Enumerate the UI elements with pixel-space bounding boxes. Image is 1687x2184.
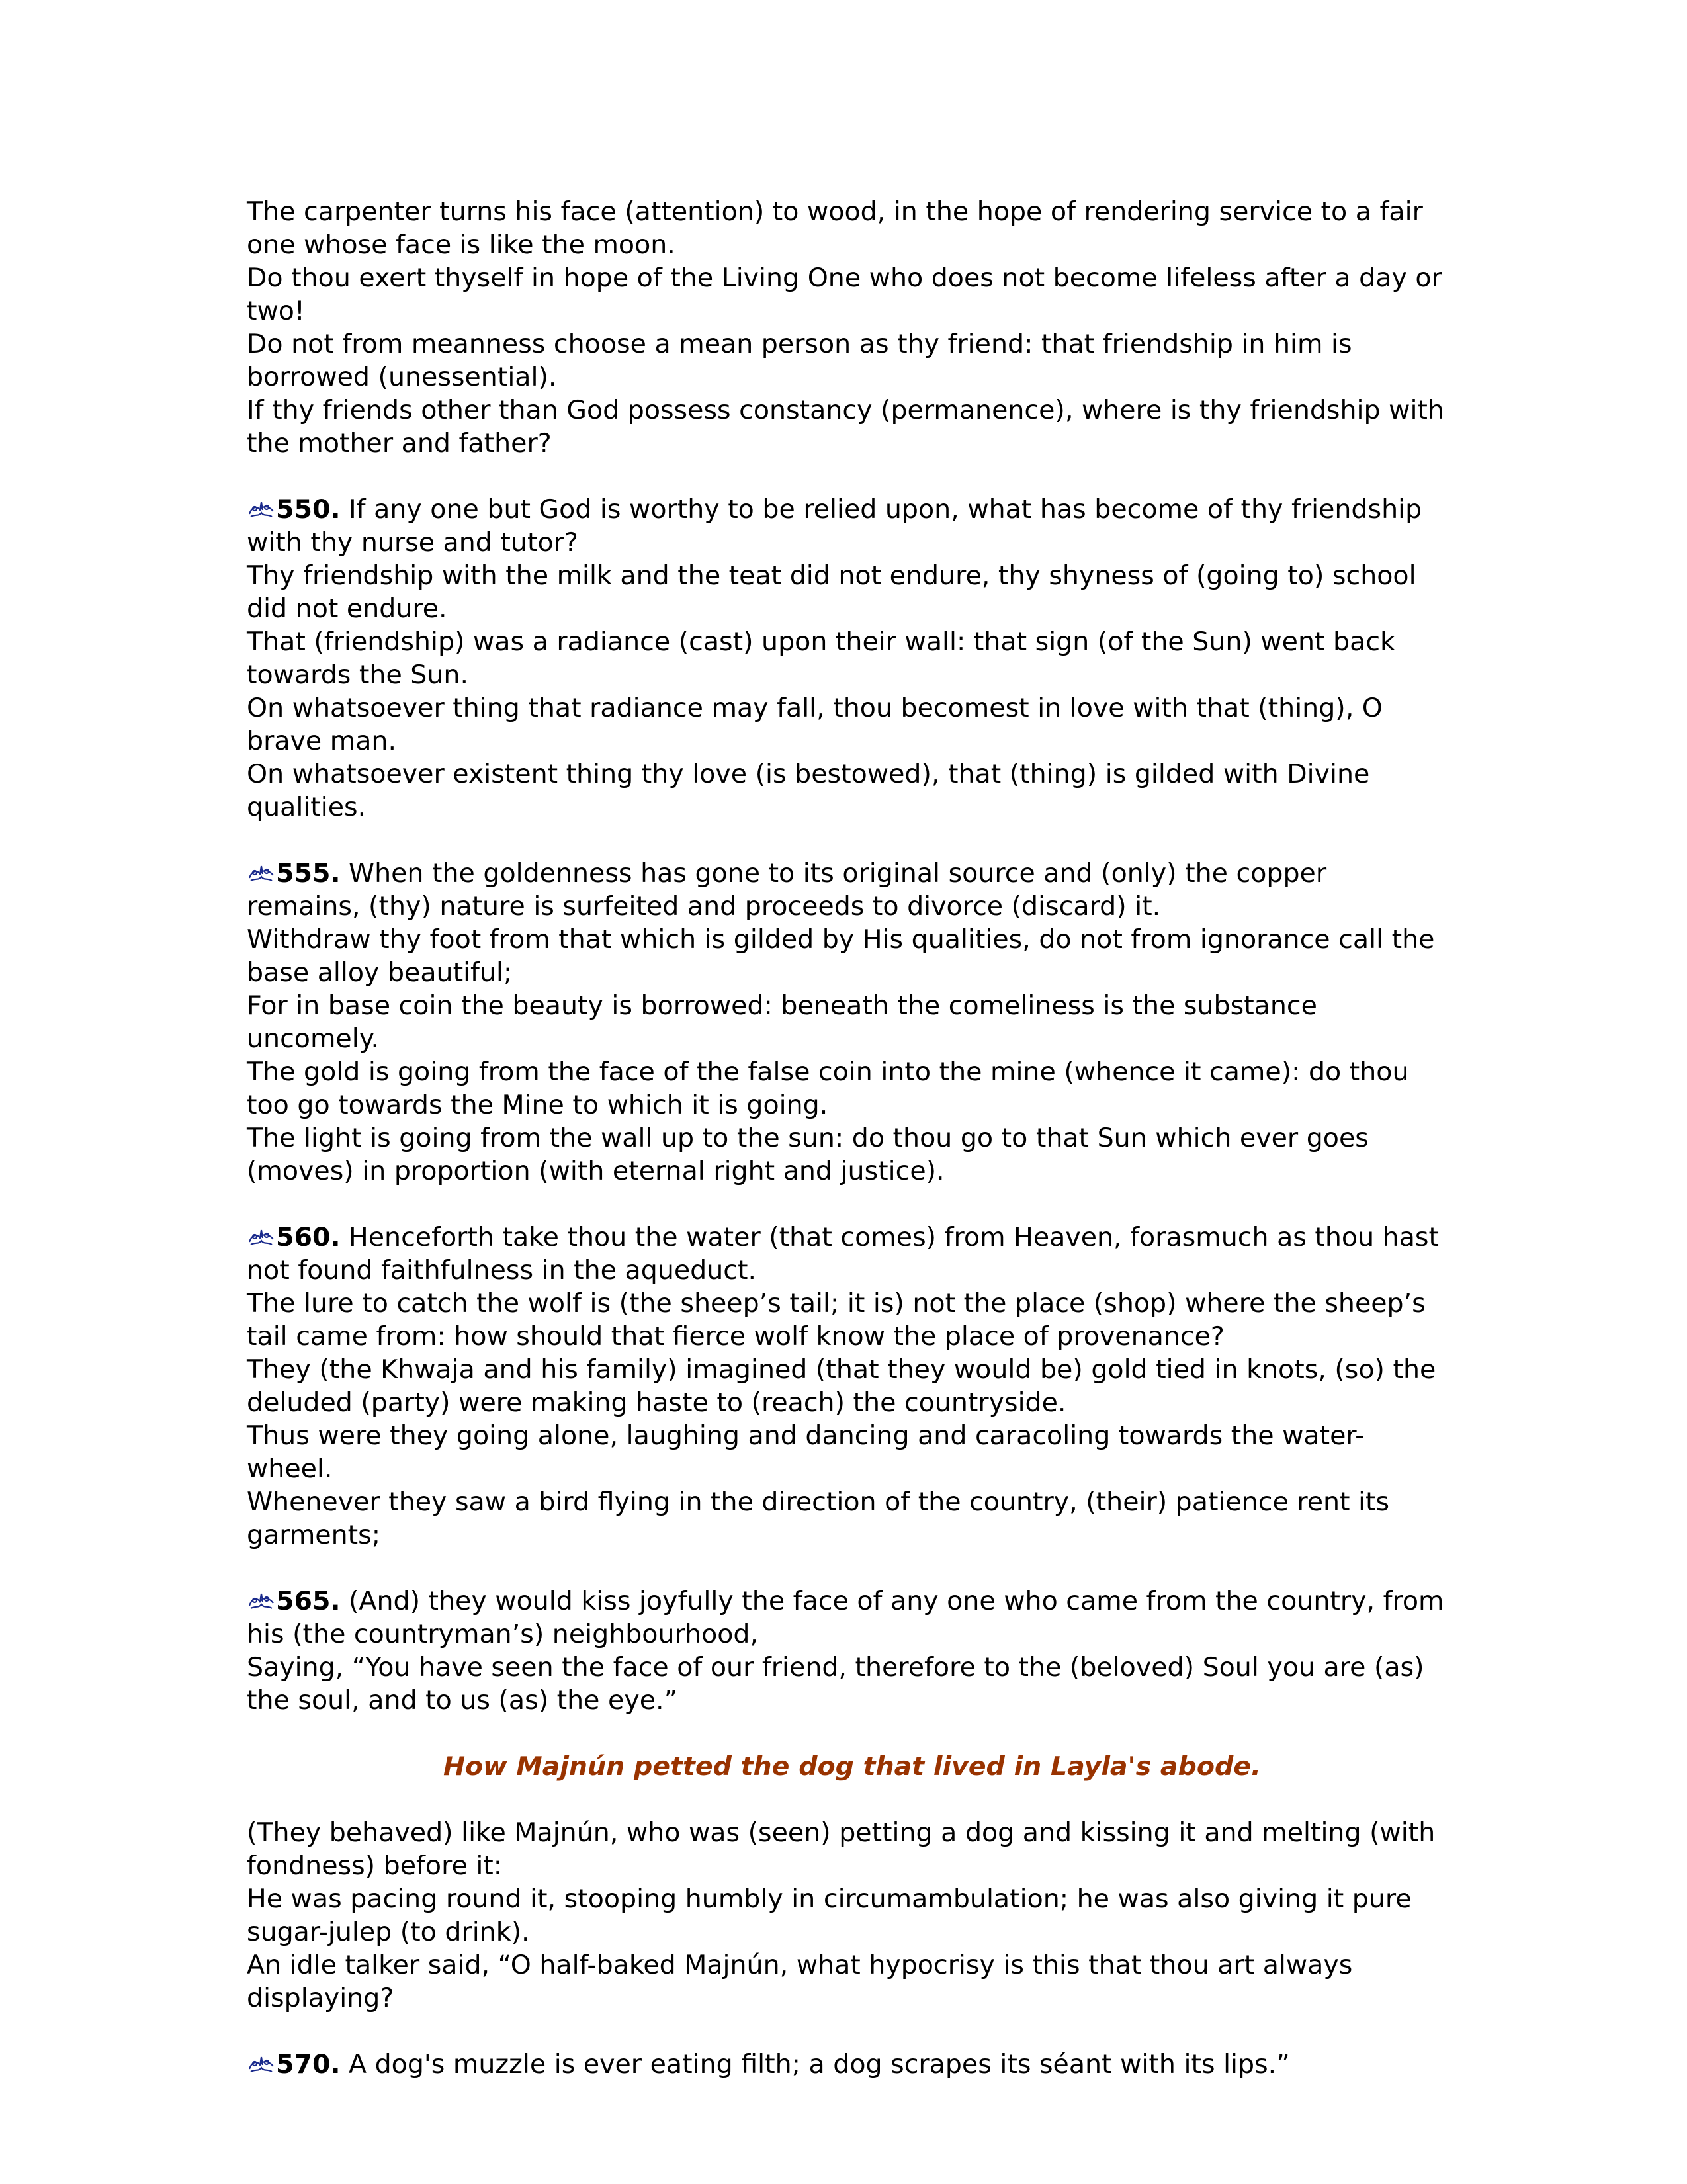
verse-number: 555. <box>276 858 341 889</box>
verse-line: Whenever they saw a bird flying in the direction of the country, (their) patience rent its garments; <box>247 1487 1390 1550</box>
verse-block-570 <box>247 2048 1444 2081</box>
verse-line-numbered <box>247 1585 1444 1651</box>
verse-line: The gold is going from the face of the false coin into the mine (whence it came): do thou too go towards the Mine to which it is going. <box>247 1057 1409 1120</box>
verse-number: 565. <box>276 1586 341 1616</box>
verse-number: 560. <box>276 1222 341 1252</box>
verse-line: Thus were they going alone, laughing and dancing and caracoling towards the water-wheel. <box>247 1420 1365 1484</box>
section-heading: How Majnún petted the dog that lived in Layla's abode. <box>443 1751 1262 1782</box>
verse-line: An idle talker said, “O half-baked Majnún, what hypocrisy is this that thou art always displaying? <box>247 1950 1353 2013</box>
verse-number: 550. <box>276 494 341 525</box>
verse-text: When the goldenness has gone to its original source and (only) the copper remains, (thy) nature is surfeited and proceeds to divorce (discard) it. <box>247 858 1327 922</box>
verse-line-numbered <box>247 857 1444 923</box>
verse-line: (They behaved) like Majnún, who was (seen) petting a dog and kissing it and melting (with fondness) before it: <box>247 1817 1436 1881</box>
verse-line: On whatsoever thing that radiance may fall, thou becomest in love with that (thing), O brave man. <box>247 693 1383 756</box>
verse-line: On whatsoever existent thing thy love (is bestowed), that (thing) is gilded with Divine qualities. <box>247 759 1370 822</box>
verse-text: A dog's muzzle is ever eating filth; a dog scrapes its séant with its lips.” <box>340 2049 1290 2079</box>
floral-ornament-icon <box>247 1591 276 1611</box>
verse-block-6 <box>247 1816 1444 2015</box>
verse-line: Thy friendship with the milk and the teat did not endure, thy shyness of (going to) school did not endure. <box>247 560 1416 624</box>
verse-text: Henceforth take thou the water (that comes) from Heaven, forasmuch as thou hast not found faithfulness in the aqueduct. <box>247 1222 1439 1286</box>
verse-block-565 <box>247 1585 1444 1717</box>
floral-ornament-icon <box>247 863 276 883</box>
verse-line: Saying, “You have seen the face of our friend, therefore to the (beloved) Soul you are (as) the soul, and to us (as) the eye.” <box>247 1652 1424 1716</box>
verse-line: Withdraw thy foot from that which is gilded by His qualities, do not from ignorance call the base alloy beautiful; <box>247 924 1435 988</box>
verse-line: For in base coin the beauty is borrowed: beneath the comeliness is the substance uncomely. <box>247 990 1317 1054</box>
verse-text: If any one but God is worthy to be relied upon, what has become of thy friendship with thy nurse and tutor? <box>247 494 1422 558</box>
verse-line: The light is going from the wall up to the sun: do thou go to that Sun which ever goes (moves) in proportion (with eternal right and justice). <box>247 1123 1369 1186</box>
verse-block-1 <box>247 195 1444 460</box>
floral-ornament-icon <box>247 1227 276 1247</box>
verse-line: That (friendship) was a radiance (cast) upon their wall: that sign (of the Sun) went back towards the Sun. <box>247 627 1395 690</box>
verse-line-numbered <box>247 493 1444 559</box>
floral-ornament-icon <box>247 2054 276 2074</box>
verse-line-numbered <box>247 1221 1444 1287</box>
verse-line: They (the Khwaja and his family) imagined (that they would be) gold tied in knots, (so) the deluded (party) were making haste to (reach) the countryside. <box>247 1354 1436 1418</box>
verse-line: The lure to catch the wolf is (the sheep’s tail; it is) not the place (shop) where the sheep’s tail came from: how should that fierce wolf know the place of provenance? <box>247 1288 1426 1352</box>
verse-line: He was pacing round it, stooping humbly in circumambulation; he was also giving it pure sugar-julep (to drink). <box>247 1884 1412 1947</box>
verse-block-560 <box>247 1221 1444 1551</box>
verse-block-555 <box>247 857 1444 1188</box>
verse-line: Do not from meanness choose a mean person as thy friend: that friendship in him is borrowed (unessential). <box>247 329 1352 392</box>
verse-block-550 <box>247 493 1444 824</box>
verse-text: (And) they would kiss joyfully the face of any one who came from the country, from his (the countryman’s) neighbourhood, <box>247 1586 1444 1649</box>
document-page <box>247 195 1444 2081</box>
verse-line: The carpenter turns his face (attention) to wood, in the hope of rendering service to a fair one whose face is like the moon. <box>247 197 1423 260</box>
verse-line: Do thou exert thyself in hope of the Living One who does not become lifeless after a day or two! <box>247 263 1442 326</box>
verse-line: If thy friends other than God possess constancy (permanence), where is thy friendship with the mother and father? <box>247 395 1444 459</box>
floral-ornament-icon <box>247 500 276 519</box>
verse-number: 570. <box>276 2049 341 2079</box>
verse-line-numbered <box>247 2048 1444 2081</box>
